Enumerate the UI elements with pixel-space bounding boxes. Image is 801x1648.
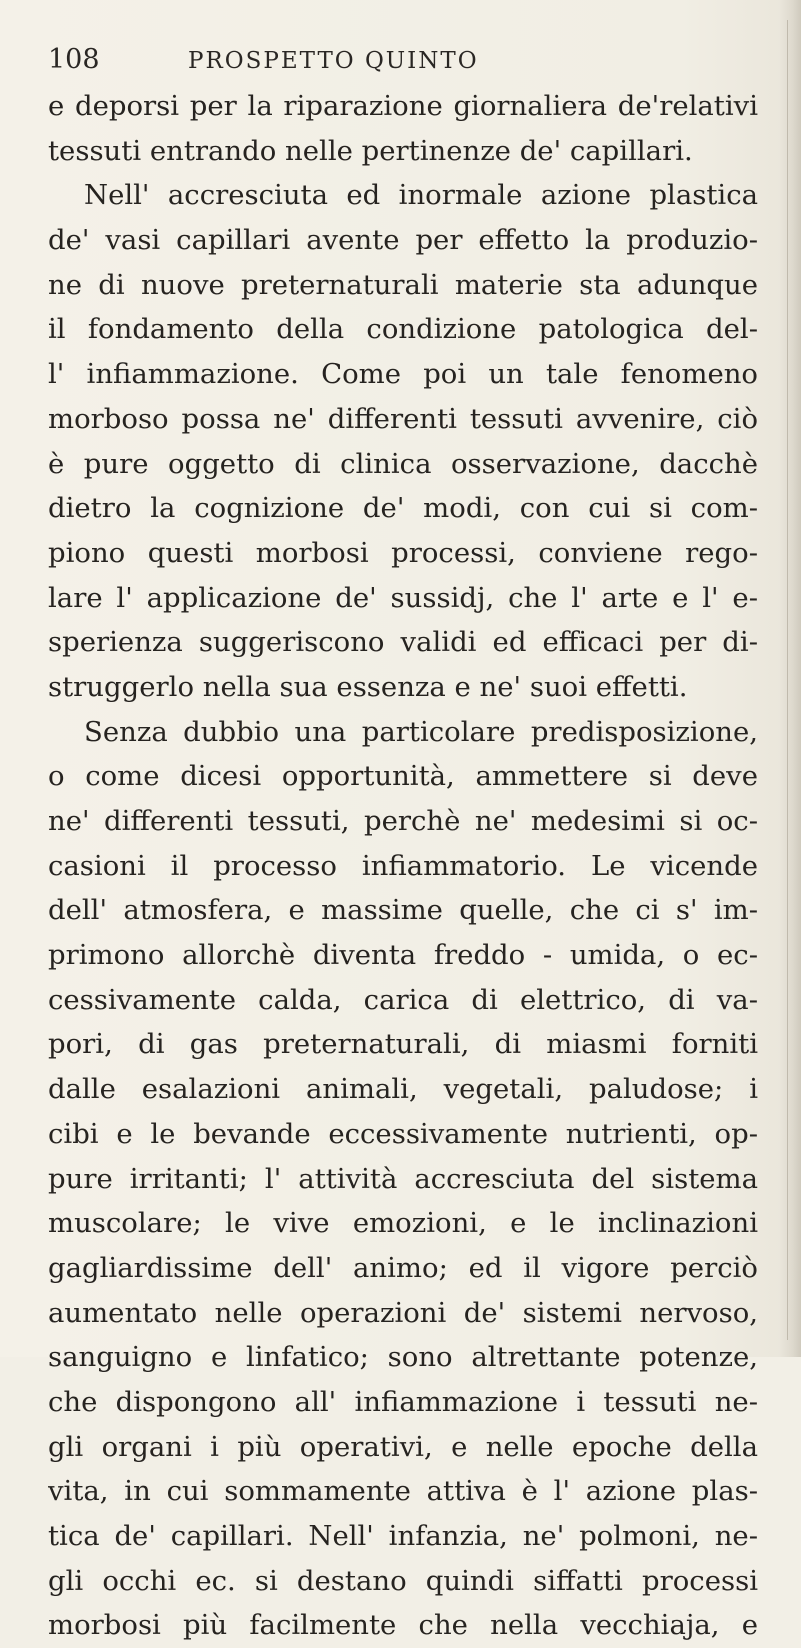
text-line: Senza dubbio una particolare predisposizione, — [84, 715, 758, 748]
text-line: lare l' applicazione de' sussidj, che l' arte e l' e- — [48, 581, 758, 614]
text-line: o come dicesi opportunità, ammettere si deve — [48, 760, 758, 793]
page-number: 108 — [48, 44, 100, 75]
text-line: sperienza suggeriscono validi ed efficaci per di- — [48, 626, 758, 659]
text-line: tessuti entrando nelle pertinenze de' capillari. — [48, 134, 693, 167]
text-line: piono questi morbosi processi, conviene rego- — [48, 536, 758, 569]
text-line: cibi e le bevande eccessivamente nutrienti, op- — [48, 1117, 758, 1150]
text-line: il fondamento della condizione patologica del- — [48, 313, 758, 346]
text-line: ne' differenti tessuti, perchè ne' medesimi si oc- — [48, 805, 758, 837]
text-line: Nell' accresciuta ed inormale azione plastica — [84, 179, 758, 212]
text-line: aumentato nelle operazioni de' sistemi nervoso, — [48, 1296, 758, 1329]
page-header — [48, 44, 753, 84]
text-line: primono allorchè diventa freddo - umida, o ec- — [48, 939, 758, 972]
text-line: gli organi i più operativi, e nelle epoche della — [48, 1430, 758, 1463]
body-text — [48, 84, 758, 1648]
text-line: dietro la cognizione de' modi, con cui si com- — [48, 492, 758, 525]
text-line: dell' atmosfera, e massime quelle, che ci s' im- — [48, 894, 758, 927]
running-head: PROSPETTO QUINTO — [188, 48, 479, 74]
text-line: dalle esalazioni animali, vegetali, paludose; i — [48, 1073, 758, 1106]
text-line: pori, di gas preternaturali, di miasmi forniti — [48, 1028, 758, 1061]
text-line: ne di nuove preternaturali materie sta adunque — [48, 268, 758, 301]
text-line: gli occhi ec. si destano quindi siffatti processi — [48, 1564, 758, 1597]
text-line: gagliardissime dell' animo; ed il vigore perciò — [48, 1251, 758, 1284]
text-line: casioni il processo infiammatorio. Le vicende — [48, 849, 758, 882]
text-line: struggerlo nella sua essenza e ne' suoi effetti. — [48, 670, 688, 703]
text-line: cessivamente calda, carica di elettrico, di va- — [48, 983, 758, 1016]
text-line: l' infiammazione. Come poi un tale fenomeno — [48, 358, 758, 391]
text-line: muscolare; le vive emozioni, e le inclinazioni — [48, 1207, 758, 1240]
text-line: tica de' capillari. Nell' infanzia, ne' polmoni, ne- — [48, 1520, 758, 1552]
page-edge-shadow — [779, 0, 801, 1357]
text-line: è pure oggetto di clinica osservazione, dacchè — [48, 447, 758, 480]
text-line: che dispongono all' infiammazione i tessuti ne- — [48, 1385, 758, 1418]
text-line: de' vasi capillari avente per effetto la produzio- — [48, 224, 758, 257]
text-line: e deporsi per la riparazione giornaliera de'relativi — [48, 90, 758, 122]
text-line: vita, in cui sommamente attiva è l' azione plas- — [48, 1475, 758, 1508]
text-line: morboso possa ne' differenti tessuti avvenire, ciò — [48, 402, 758, 435]
text-line: sanguigno e linfatico; sono altrettante potenze, — [48, 1341, 758, 1374]
text-line: pure irritanti; l' attività accresciuta del sistema — [48, 1162, 758, 1195]
text-line: morbosi più facilmente che nella vecchiaja, e — [48, 1609, 758, 1642]
